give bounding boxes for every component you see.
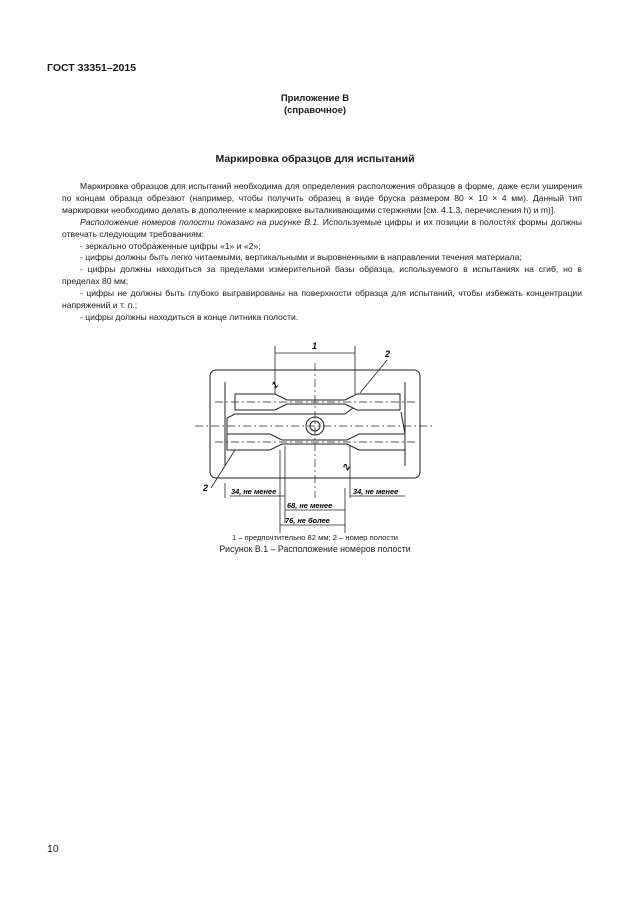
list-item: - цифры не должны быть глубоко выгравированы на поверхности образца для испытаний, чтобы избежать концентрации напряжений и т. п.; [62,288,582,311]
list-item: - цифры должны находиться за пределами измерительной базы образца, используемого в испытаниях на сгиб, но в пределах 80 мм; [62,264,582,287]
leader-2-left [211,450,235,488]
label-2-left: 2 [203,483,209,493]
list-item: - зеркально отображенные цифры «1» и «2»; [80,240,261,251]
appendix-heading [0,93,630,117]
figure-b1 [195,338,435,538]
list-item: - цифры должны находиться в конце литника полости. [80,311,299,322]
paragraph-2 [62,217,582,241]
dim-left-label: 34, не менее [231,487,277,496]
engraved-number-2: 2 [340,462,352,472]
page-number: 10 [47,843,59,855]
cavity-drawing [195,338,435,533]
appendix-status: (справочное) [283,105,347,116]
standard-header: ГОСТ 33351–2015 [47,62,137,74]
dim-bottom-label: 76, не более [285,516,330,525]
figure-caption: Рисунок В.1 – Расположение номеров полости [219,544,411,554]
label-1: 1 [312,341,318,351]
leader-2-top [360,360,387,393]
dim-center-label: 68, не менее [287,501,333,510]
paragraph-1: Маркировка образцов для испытаний необходима для определения расположения образцов в форме, даже если уширения по концам образца обрезают (например, чтобы получить образец в виде бруска размером 80 × 10 × 4 мм). Данный тип маркировки необходимо делать в дополнение к маркировке выталкивающими стержнями [см. 4.1.3, перечисления h) и m)]. [62,181,582,215]
section-title: Маркировка образцов для испытаний [215,153,415,165]
engraved-number-1: 1 [269,379,280,391]
dim-right-label: 34, не менее [353,487,399,496]
figure-reference: Расположение номеров полости показано на рисунке В.1. [80,216,320,227]
label-2-top: 2 [385,349,391,359]
list-item: - цифры должны быть легко читаемыми, вертикальными и выровненными в направлении течения материала; [80,252,522,263]
paragraph-2-rest: Используемые цифры и их позиции в полостях формы должны отвечать следующим требованиям: [62,216,582,239]
figure-note: 1 – предпочтительно 82 мм; 2 – номер полости [231,533,399,542]
body-text [62,181,582,324]
appendix-title: Приложение В [280,93,350,104]
